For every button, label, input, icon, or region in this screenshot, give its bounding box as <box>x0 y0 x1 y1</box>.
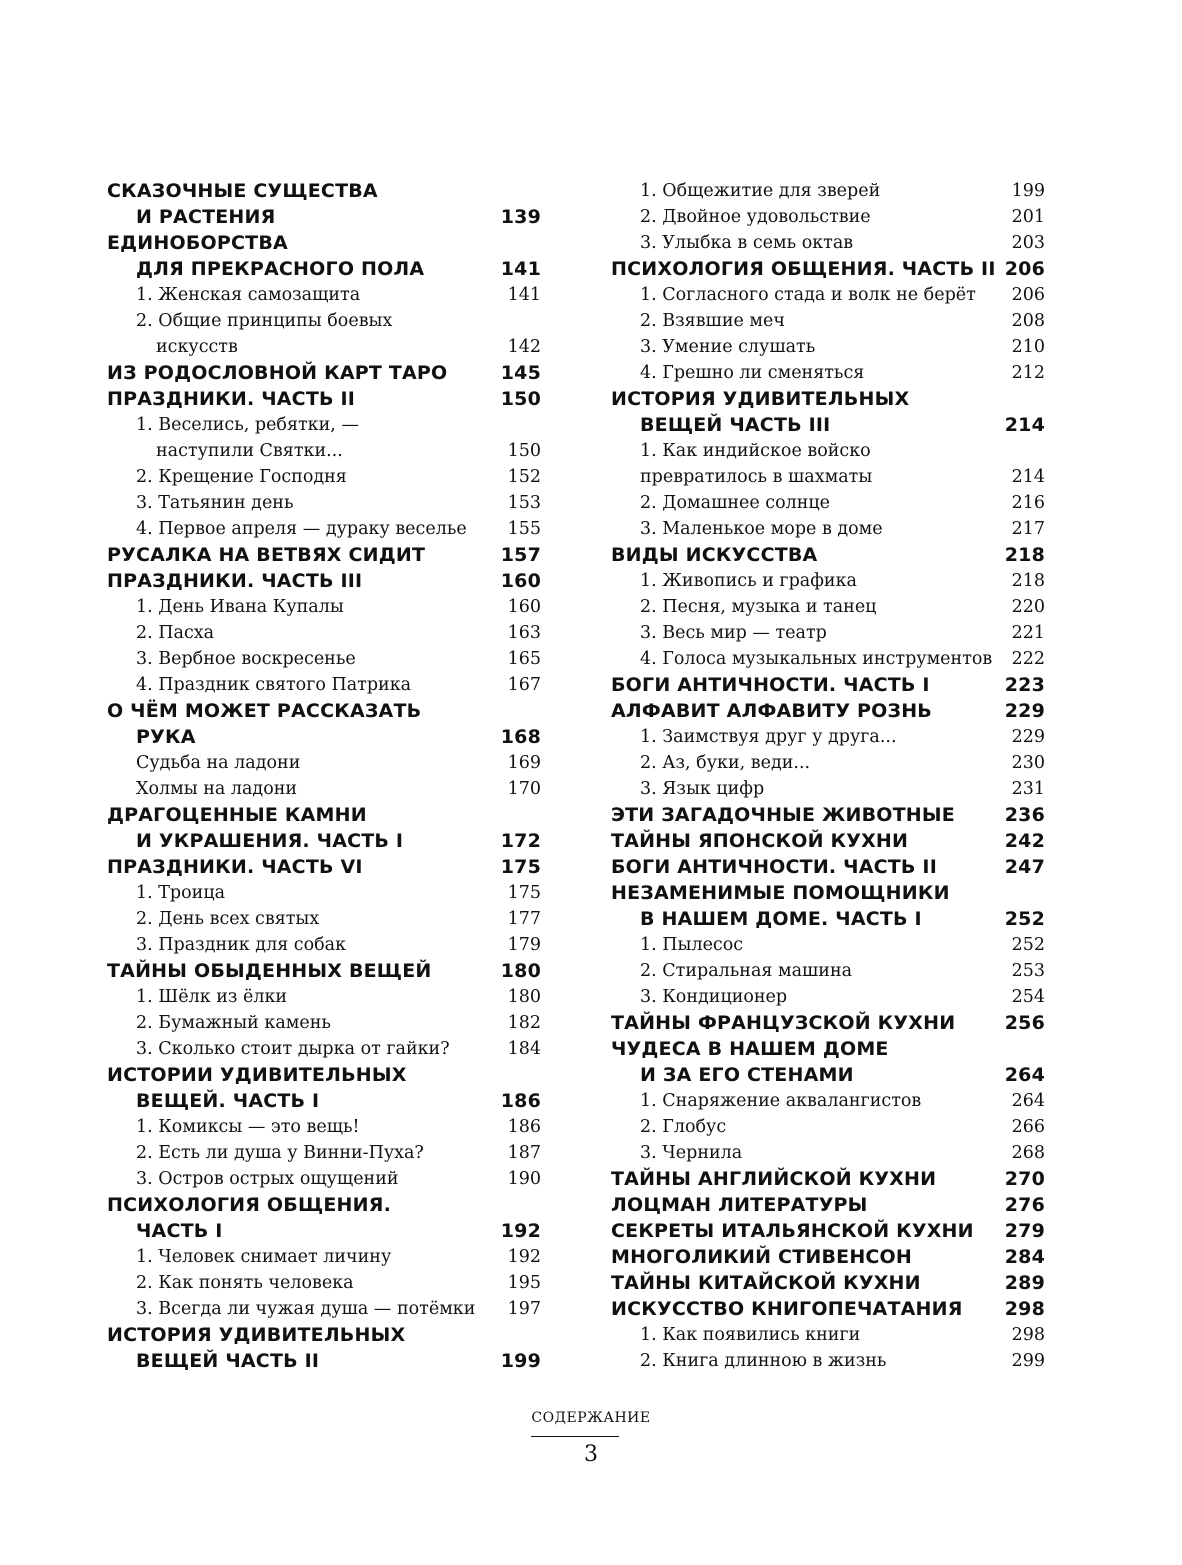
toc-entry-page: 208 <box>1011 311 1045 331</box>
toc-entry-title: 3. Маленькое море в доме <box>640 519 883 539</box>
toc-subsection-entry <box>611 178 1045 204</box>
toc-entry-page: 284 <box>1004 1246 1045 1268</box>
toc-entry-page: 150 <box>500 388 541 410</box>
toc-subsection-entry <box>107 1140 541 1166</box>
toc-subsection-entry <box>611 776 1045 802</box>
toc-entry-page: 163 <box>507 623 541 643</box>
toc-subsection-entry <box>611 984 1045 1010</box>
toc-entry-page: 175 <box>507 883 541 903</box>
toc-entry-page: 276 <box>1004 1194 1045 1216</box>
toc-entry-title: В НАШЕМ ДОМЕ. ЧАСТЬ I <box>640 908 922 930</box>
toc-subsection-entry <box>107 880 541 906</box>
toc-subsection-entry <box>611 594 1045 620</box>
toc-entry-page: 190 <box>507 1169 541 1189</box>
toc-section-entry <box>611 1296 1045 1322</box>
toc-section-entry <box>611 1010 1045 1036</box>
toc-entry-page: 203 <box>1011 233 1045 253</box>
toc-subsection-entry <box>611 1348 1045 1374</box>
toc-entry-title: 2. Глобус <box>640 1117 727 1137</box>
toc-entry-page: 182 <box>507 1013 541 1033</box>
toc-entry-title: 2. Общие принципы боевых <box>136 311 393 331</box>
toc-entry-page: 254 <box>1011 987 1045 1007</box>
toc-entry-page: 298 <box>1004 1298 1045 1320</box>
toc-entry-title: СКАЗОЧНЫЕ СУЩЕСТВА <box>107 180 378 202</box>
toc-section-entry <box>107 802 541 828</box>
toc-entry-title: 3. Вербное воскресенье <box>136 649 356 669</box>
toc-entry-title: 1. Пылесос <box>640 935 744 955</box>
toc-entry-page: 221 <box>1011 623 1045 643</box>
toc-section-entry <box>107 1218 541 1244</box>
toc-entry-page: 168 <box>500 726 541 748</box>
toc-entry-title: 2. Стиральная машина <box>640 961 853 981</box>
toc-entry-page: 264 <box>1011 1091 1045 1111</box>
toc-entry-title: ТАЙНЫ ФРАНЦУЗСКОЙ КУХНИ <box>611 1012 956 1034</box>
toc-subsection-entry <box>107 1296 541 1322</box>
toc-subsection-entry <box>107 282 541 308</box>
toc-entry-title: ДЛЯ ПРЕКРАСНОГО ПОЛА <box>136 258 425 280</box>
toc-entry-page: 206 <box>1004 258 1045 280</box>
toc-subsection-entry <box>611 724 1045 750</box>
toc-entry-page: 192 <box>500 1220 541 1242</box>
toc-entry-title: 3. Праздник для собак <box>136 935 347 955</box>
toc-subsection-entry <box>611 308 1045 334</box>
toc-section-entry <box>107 854 541 880</box>
toc-entry-title: 2. Домашнее солнце <box>640 493 831 513</box>
toc-subsection-entry <box>611 646 1045 672</box>
toc-entry-title: ПСИХОЛОГИЯ ОБЩЕНИЯ. ЧАСТЬ II <box>611 258 996 280</box>
toc-entry-page: 169 <box>507 753 541 773</box>
toc-entry-title: 3. Умение слушать <box>640 337 816 357</box>
toc-entry-page: 247 <box>1004 856 1045 878</box>
toc-entry-page: 270 <box>1004 1168 1045 1190</box>
toc-entry-title: АЛФАВИТ АЛФАВИТУ РОЗНЬ <box>611 700 932 722</box>
toc-entry-title: 3. Остров острых ощущений <box>136 1169 399 1189</box>
toc-entry-page: 298 <box>1011 1325 1045 1345</box>
toc-entry-page: 197 <box>507 1299 541 1319</box>
toc-entry-title: БОГИ АНТИЧНОСТИ. ЧАСТЬ II <box>611 856 937 878</box>
toc-subsection-entry <box>107 594 541 620</box>
toc-entry-title: 1. Как появились книги <box>640 1325 861 1345</box>
toc-entry-page: 229 <box>1011 727 1045 747</box>
toc-section-entry <box>107 828 541 854</box>
toc-subsection-entry <box>107 1010 541 1036</box>
toc-entry-title: превратилось в шахматы <box>640 467 873 487</box>
toc-entry-title: ПРАЗДНИКИ. ЧАСТЬ II <box>107 388 356 410</box>
section-label: СОДЕРЖАНИЕ <box>531 1410 651 1426</box>
toc-entry-page: 256 <box>1004 1012 1045 1034</box>
toc-entry-title: ВЕЩЕЙ. ЧАСТЬ I <box>136 1090 320 1112</box>
toc-section-entry <box>107 1192 541 1218</box>
toc-entry-title: РУКА <box>136 726 196 748</box>
toc-entry-title: 4. Грешно ли сменяться <box>640 363 865 383</box>
toc-entry-page: 187 <box>507 1143 541 1163</box>
toc-section-entry <box>107 256 541 282</box>
toc-section-entry <box>611 906 1045 932</box>
toc-entry-title: И РАСТЕНИЯ <box>136 206 276 228</box>
toc-entry-title: ЧУДЕСА В НАШЕМ ДОМЕ <box>611 1038 889 1060</box>
toc-entry-title: 3. Кондиционер <box>640 987 788 1007</box>
toc-entry-page: 206 <box>1011 285 1045 305</box>
toc-entry-page: 299 <box>1011 1351 1045 1371</box>
toc-entry-title: 1. Согласного стада и волк не берёт <box>640 285 976 305</box>
toc-section-entry <box>107 958 541 984</box>
toc-entry-title: МНОГОЛИКИЙ СТИВЕНСОН <box>611 1246 913 1268</box>
toc-entry-title: ВЕЩЕЙ ЧАСТЬ III <box>640 414 831 436</box>
toc-section-entry <box>107 1348 541 1374</box>
toc-section-entry <box>611 854 1045 880</box>
toc-subsection-entry <box>611 620 1045 646</box>
toc-entry-title: 1. Заимствуя друг у друга... <box>640 727 897 747</box>
toc-entry-title: 1. День Ивана Купалы <box>136 597 344 617</box>
toc-entry-page: 153 <box>507 493 541 513</box>
toc-entry-page: 139 <box>500 206 541 228</box>
toc-entry-page: 231 <box>1011 779 1045 799</box>
toc-entry-page: 212 <box>1011 363 1045 383</box>
toc-subsection-entry <box>107 776 541 802</box>
toc-section-entry <box>107 386 541 412</box>
toc-section-entry <box>611 672 1045 698</box>
toc-section-entry <box>611 1036 1045 1062</box>
toc-entry-title: 4. Первое апреля — дураку веселье <box>136 519 467 539</box>
toc-subsection-entry <box>107 672 541 698</box>
toc-entry-page: 236 <box>1004 804 1045 826</box>
toc-entry-title: 1. Общежитие для зверей <box>640 181 881 201</box>
toc-subsection-entry <box>611 490 1045 516</box>
toc-entry-page: 289 <box>1004 1272 1045 1294</box>
toc-entry-page: 214 <box>1004 414 1045 436</box>
toc-entry-page: 150 <box>507 441 541 461</box>
toc-entry-title: ИСКУССТВО КНИГОПЕЧАТАНИЯ <box>611 1298 963 1320</box>
toc-entry-title: 2. Книга длинною в жизнь <box>640 1351 887 1371</box>
toc-entry-title: ЧАСТЬ I <box>136 1220 223 1242</box>
toc-subsection-entry <box>107 516 541 542</box>
toc-entry-page: 179 <box>507 935 541 955</box>
toc-subsection-entry <box>107 646 541 672</box>
toc-entry-title: 2. Как понять человека <box>136 1273 354 1293</box>
toc-subsection-entry <box>611 230 1045 256</box>
toc-entry-title: ТАЙНЫ АНГЛИЙСКОЙ КУХНИ <box>611 1168 937 1190</box>
toc-subsection-entry <box>107 412 541 438</box>
toc-entry-page: 217 <box>1011 519 1045 539</box>
toc-entry-title: ДРАГОЦЕННЫЕ КАМНИ <box>107 804 367 826</box>
toc-entry-page: 141 <box>507 285 541 305</box>
toc-entry-title: ВЕЩЕЙ ЧАСТЬ II <box>136 1350 320 1372</box>
toc-entry-title: ИСТОРИИ УДИВИТЕЛЬНЫХ <box>107 1064 407 1086</box>
toc-entry-page: 175 <box>500 856 541 878</box>
toc-entry-page: 242 <box>1004 830 1045 852</box>
toc-entry-title: ВИДЫ ИСКУССТВА <box>611 544 818 566</box>
toc-entry-page: 180 <box>500 960 541 982</box>
toc-entry-page: 195 <box>507 1273 541 1293</box>
toc-section-entry <box>611 698 1045 724</box>
toc-entry-page: 186 <box>500 1090 541 1112</box>
toc-entry-title: ПСИХОЛОГИЯ ОБЩЕНИЯ. <box>107 1194 391 1216</box>
toc-subsection-entry <box>107 1114 541 1140</box>
toc-subsection-entry <box>611 360 1045 386</box>
toc-entry-page: 167 <box>507 675 541 695</box>
toc-section-entry <box>611 828 1045 854</box>
toc-entry-page: 145 <box>500 362 541 384</box>
toc-section-entry <box>107 178 541 204</box>
toc-entry-title: ТАЙНЫ ОБЫДЕННЫХ ВЕЩЕЙ <box>107 960 432 982</box>
toc-subsection-entry <box>611 334 1045 360</box>
toc-entry-title: 1. Женская самозащита <box>136 285 361 305</box>
toc-subsection-entry <box>611 516 1045 542</box>
toc-entry-title: И ЗА ЕГО СТЕНАМИ <box>640 1064 854 1086</box>
toc-subsection-entry <box>107 334 541 360</box>
toc-right-column <box>611 178 1045 1374</box>
toc-entry-page: 279 <box>1004 1220 1045 1242</box>
toc-entry-page: 201 <box>1011 207 1045 227</box>
toc-subsection-entry <box>611 750 1045 776</box>
toc-entry-title: 2. Крещение Господня <box>136 467 347 487</box>
toc-entry-title: Судьба на ладони <box>136 753 301 773</box>
toc-entry-title: 2. Есть ли душа у Винни-Пуха? <box>136 1143 424 1163</box>
toc-entry-page: 172 <box>500 830 541 852</box>
toc-entry-page: 218 <box>1011 571 1045 591</box>
toc-entry-page: 210 <box>1011 337 1045 357</box>
toc-section-entry <box>611 386 1045 412</box>
toc-entry-title: 3. Улыбка в семь октав <box>640 233 854 253</box>
toc-entry-page: 170 <box>507 779 541 799</box>
toc-entry-page: 155 <box>507 519 541 539</box>
toc-entry-title: 2. День всех святых <box>136 909 320 929</box>
toc-subsection-entry <box>611 464 1045 490</box>
toc-entry-page: 252 <box>1011 935 1045 955</box>
toc-subsection-entry <box>107 1036 541 1062</box>
toc-section-entry <box>611 1218 1045 1244</box>
toc-entry-page: 180 <box>507 987 541 1007</box>
toc-entry-title: ИСТОРИЯ УДИВИТЕЛЬНЫХ <box>611 388 910 410</box>
toc-section-entry <box>107 1088 541 1114</box>
toc-entry-page: 186 <box>507 1117 541 1137</box>
toc-section-entry <box>107 1322 541 1348</box>
toc-entry-page: 152 <box>507 467 541 487</box>
page-number: 3 <box>584 1442 598 1467</box>
toc-entry-page: 252 <box>1004 908 1045 930</box>
toc-entry-title: 2. Двойное удовольствие <box>640 207 871 227</box>
toc-entry-title: ЛОЦМАН ЛИТЕРАТУРЫ <box>611 1194 868 1216</box>
toc-subsection-entry <box>611 204 1045 230</box>
toc-entry-title: 2. Пасха <box>136 623 215 643</box>
toc-section-entry <box>611 1166 1045 1192</box>
toc-section-entry <box>611 1270 1045 1296</box>
toc-section-entry <box>107 230 541 256</box>
toc-entry-title: РУСАЛКА НА ВЕТВЯХ СИДИТ <box>107 544 426 566</box>
toc-entry-page: 230 <box>1011 753 1045 773</box>
toc-entry-title: ЭТИ ЗАГАДОЧНЫЕ ЖИВОТНЫЕ <box>611 804 955 826</box>
toc-entry-title: искусств <box>156 337 238 357</box>
toc-entry-title: 2. Песня, музыка и танец <box>640 597 877 617</box>
toc-entry-page: 184 <box>507 1039 541 1059</box>
toc-section-entry <box>107 724 541 750</box>
toc-entry-page: 220 <box>1011 597 1045 617</box>
toc-entry-title: 3. Язык цифр <box>640 779 765 799</box>
toc-subsection-entry <box>107 750 541 776</box>
toc-entry-title: 2. Бумажный камень <box>136 1013 331 1033</box>
toc-entry-title: 1. Троица <box>136 883 226 903</box>
toc-entry-page: 218 <box>1004 544 1045 566</box>
toc-entry-title: ПРАЗДНИКИ. ЧАСТЬ VI <box>107 856 363 878</box>
toc-entry-title: ТАЙНЫ КИТАЙСКОЙ КУХНИ <box>611 1272 921 1294</box>
toc-entry-page: 141 <box>500 258 541 280</box>
toc-entry-title: 3. Сколько стоит дырка от гайки? <box>136 1039 450 1059</box>
toc-entry-title: наступили Святки... <box>156 441 343 461</box>
toc-section-entry <box>611 412 1045 438</box>
toc-subsection-entry <box>107 1270 541 1296</box>
toc-subsection-entry <box>107 1244 541 1270</box>
toc-subsection-entry <box>611 438 1045 464</box>
toc-entry-title: 1. Веселись, ребятки, — <box>136 415 359 435</box>
toc-entry-title: 4. Голоса музыкальных инструментов <box>640 649 993 669</box>
toc-subsection-entry <box>107 906 541 932</box>
toc-subsection-entry <box>107 308 541 334</box>
toc-subsection-entry <box>107 464 541 490</box>
toc-entry-title: 3. Всегда ли чужая душа — потёмки <box>136 1299 476 1319</box>
toc-entry-page: 165 <box>507 649 541 669</box>
toc-entry-page: 268 <box>1011 1143 1045 1163</box>
toc-entry-page: 160 <box>507 597 541 617</box>
toc-subsection-entry <box>107 490 541 516</box>
toc-section-entry <box>611 1244 1045 1270</box>
toc-entry-page: 199 <box>1011 181 1045 201</box>
toc-entry-page: 222 <box>1011 649 1045 669</box>
toc-section-entry <box>611 256 1045 282</box>
toc-entry-title: ТАЙНЫ ЯПОНСКОЙ КУХНИ <box>611 830 909 852</box>
footer-divider <box>531 1436 619 1437</box>
toc-entry-page: 214 <box>1011 467 1045 487</box>
toc-subsection-entry <box>107 932 541 958</box>
toc-subsection-entry <box>107 438 541 464</box>
toc-subsection-entry <box>611 568 1045 594</box>
toc-subsection-entry <box>611 1322 1045 1348</box>
toc-entry-title: НЕЗАМЕНИМЫЕ ПОМОЩНИКИ <box>611 882 950 904</box>
toc-entry-title: 4. Праздник святого Патрика <box>136 675 412 695</box>
toc-entry-page: 142 <box>507 337 541 357</box>
toc-entry-title: И УКРАШЕНИЯ. ЧАСТЬ I <box>136 830 404 852</box>
toc-entry-title: 1. Человек снимает личину <box>136 1247 392 1267</box>
toc-subsection-entry <box>107 1166 541 1192</box>
toc-subsection-entry <box>611 1140 1045 1166</box>
toc-entry-title: 1. Снаряжение аквалангистов <box>640 1091 922 1111</box>
toc-entry-page: 223 <box>1004 674 1045 696</box>
toc-entry-page: 266 <box>1011 1117 1045 1137</box>
toc-subsection-entry <box>107 620 541 646</box>
toc-entry-title: 1. Комиксы — это вещь! <box>136 1117 360 1137</box>
toc-entry-title: 2. Взявшие меч <box>640 311 785 331</box>
toc-section-entry <box>611 542 1045 568</box>
toc-subsection-entry <box>611 1114 1045 1140</box>
toc-section-entry <box>611 802 1045 828</box>
toc-entry-title: БОГИ АНТИЧНОСТИ. ЧАСТЬ I <box>611 674 930 696</box>
toc-entry-page: 253 <box>1011 961 1045 981</box>
toc-section-entry <box>107 360 541 386</box>
toc-section-entry <box>107 1062 541 1088</box>
toc-section-entry <box>611 1062 1045 1088</box>
toc-entry-title: ИСТОРИЯ УДИВИТЕЛЬНЫХ <box>107 1324 406 1346</box>
toc-entry-title: ПРАЗДНИКИ. ЧАСТЬ III <box>107 570 363 592</box>
toc-entry-title: СЕКРЕТЫ ИТАЛЬЯНСКОЙ КУХНИ <box>611 1220 974 1242</box>
toc-entry-title: ИЗ РОДОСЛОВНОЙ КАРТ ТАРО <box>107 362 448 384</box>
toc-entry-title: 1. Живопись и графика <box>640 571 857 591</box>
toc-left-column <box>107 178 541 1374</box>
toc-section-entry <box>107 568 541 594</box>
toc-section-entry <box>107 204 541 230</box>
toc-entry-page: 192 <box>507 1247 541 1267</box>
toc-entry-title: ЕДИНОБОРСТВА <box>107 232 288 254</box>
toc-entry-title: 1. Шёлк из ёлки <box>136 987 288 1007</box>
toc-entry-title: 3. Чернила <box>640 1143 743 1163</box>
toc-entry-page: 160 <box>500 570 541 592</box>
toc-entry-page: 177 <box>507 909 541 929</box>
toc-entry-title: 1. Как индийское войско <box>640 441 871 461</box>
toc-section-entry <box>611 1192 1045 1218</box>
toc-subsection-entry <box>611 958 1045 984</box>
toc-entry-page: 229 <box>1004 700 1045 722</box>
toc-entry-title: 2. Аз, буки, веди... <box>640 753 811 773</box>
toc-entry-title: О ЧЁМ МОЖЕТ РАССКАЗАТЬ <box>107 700 422 722</box>
toc-entry-title: 3. Весь мир — театр <box>640 623 827 643</box>
toc-entry-page: 157 <box>500 544 541 566</box>
toc-entry-title: Холмы на ладони <box>136 779 298 799</box>
toc-subsection-entry <box>611 282 1045 308</box>
toc-section-entry <box>611 880 1045 906</box>
toc-subsection-entry <box>611 1088 1045 1114</box>
toc-section-entry <box>107 698 541 724</box>
toc-subsection-entry <box>107 984 541 1010</box>
toc-subsection-entry <box>611 932 1045 958</box>
toc-entry-title: 3. Татьянин день <box>136 493 294 513</box>
toc-entry-page: 216 <box>1011 493 1045 513</box>
toc-entry-page: 199 <box>500 1350 541 1372</box>
toc-section-entry <box>107 542 541 568</box>
toc-entry-page: 264 <box>1004 1064 1045 1086</box>
